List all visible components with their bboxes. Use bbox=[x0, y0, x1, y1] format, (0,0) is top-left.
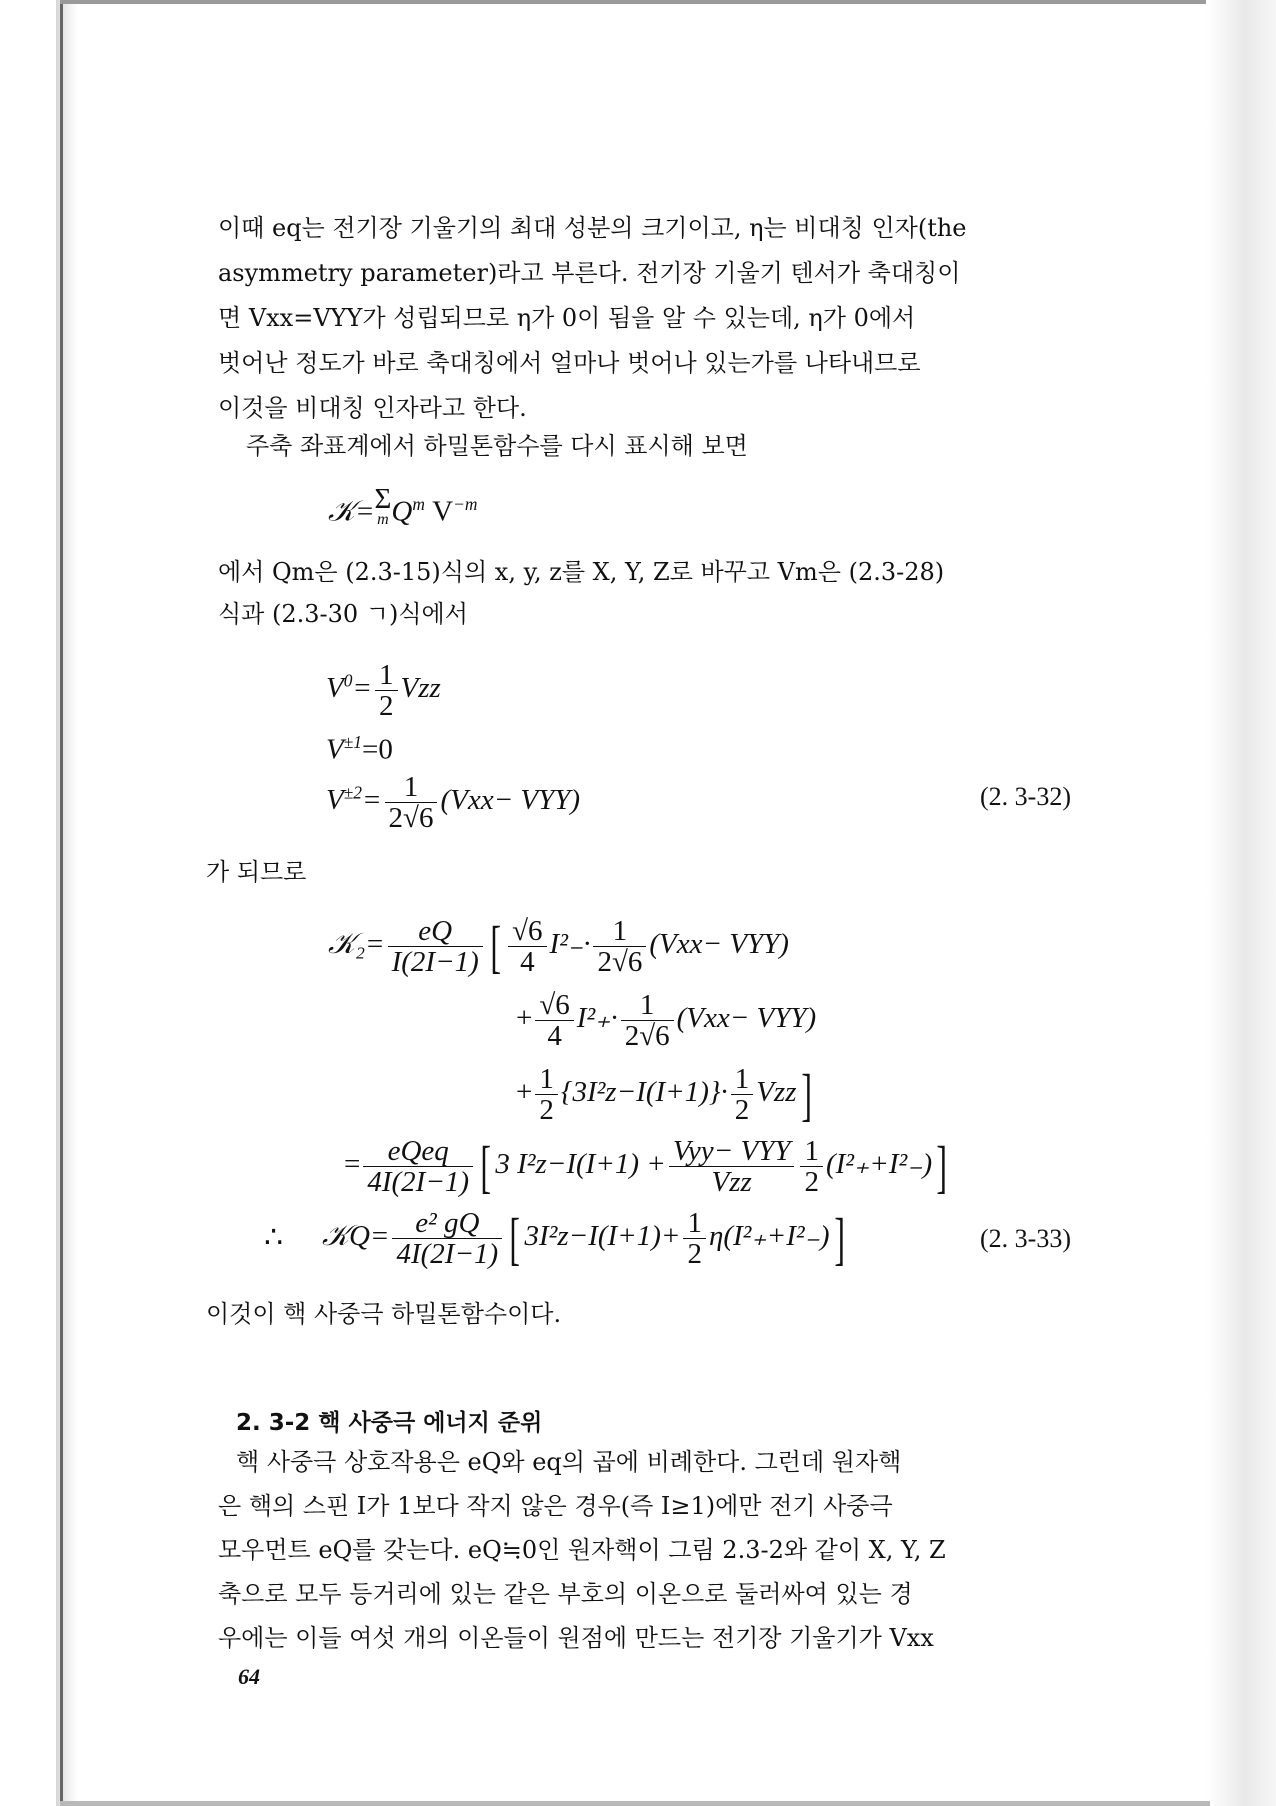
eq-h2-t1-fden: 2√6 bbox=[597, 946, 643, 978]
equation-number-2-3-32: (2. 3-32) bbox=[980, 782, 1071, 811]
eq-hq-half-num: 1 bbox=[683, 1208, 706, 1239]
eq-h2-result-open-bracket: [ bbox=[480, 1133, 492, 1199]
eq-hq-den: 4I(2I−1) bbox=[396, 1238, 499, 1270]
eq-h2-t2-ffrac bbox=[621, 990, 674, 1051]
paragraph1-line-4: 벗어난 정도가 바로 축대칭에서 얼마나 벗어나 있는가를 나타내므로 bbox=[218, 349, 921, 377]
page-edge-top bbox=[60, 0, 1210, 4]
eq-h2-result-half-num: 1 bbox=[800, 1136, 823, 1167]
eq-v2-rhs: (Vxx− VYY) bbox=[440, 784, 581, 817]
eq-h2-t3-num: 1 bbox=[535, 1064, 558, 1095]
paragraph1-line-2: asymmetry parameter)라고 부른다. 전기장 기울기 텐서가 축대칭이 bbox=[218, 259, 961, 287]
eq-sum-v-sup: −m bbox=[453, 494, 478, 514]
eq-h2-t1-frac bbox=[508, 916, 546, 977]
eq-h2-pref-den: I(2I−1) bbox=[391, 946, 479, 978]
equation-hamiltonian-sum bbox=[328, 484, 477, 532]
eq-h2-t3-tail: Vzz bbox=[756, 1076, 797, 1109]
equation-h2-line-3 bbox=[516, 1061, 816, 1127]
eq-hq-mid: 3I²z−I(I+1)+ bbox=[524, 1220, 681, 1253]
eq-h2-t1-den: 4 bbox=[520, 946, 535, 978]
paragraph3-line-1: 에서 Qm은 (2.3-15)식의 x, y, z를 X, Y, Z로 바꾸고 Vm은 (2.3-28) bbox=[218, 558, 945, 586]
paragraph1-line-1: 이때 eq는 전기장 기울기의 최대 성분의 크기이고, η는 비대칭 인자(the bbox=[218, 214, 967, 242]
eq-h2-close-bracket: ] bbox=[800, 1061, 812, 1127]
equation-h2-line-1 bbox=[328, 913, 789, 979]
eq-v2-den: 2√6 bbox=[388, 802, 434, 834]
eq-h2-result-mid: 3 I²z−I(I+1) + bbox=[495, 1148, 666, 1181]
eq-h2-t1-fnum: 1 bbox=[593, 916, 646, 947]
equation-v0 bbox=[326, 660, 441, 721]
eq-sum-index: m bbox=[377, 511, 389, 528]
eq-h2-result-half bbox=[800, 1136, 823, 1197]
equation-h2-result bbox=[344, 1133, 952, 1199]
eq-h2-open-bracket: [ bbox=[490, 913, 501, 979]
paragraph1-line-3: 면 Vxx=VYY가 성립되므로 η가 0이 됨을 알 수 있는데, η가 0에서 bbox=[218, 304, 916, 332]
eq-sum-sigma: Σ bbox=[374, 483, 392, 515]
eq-h2-t3-mid: {3I²z−I(I+1)}· bbox=[560, 1076, 728, 1109]
paragraph5-line: 이것이 핵 사중극 하밀톤함수이다. bbox=[206, 1300, 562, 1328]
eq-v2-equals: = bbox=[361, 784, 382, 817]
eq-h2-t2-tail: (Vxx− VYY) bbox=[676, 1002, 817, 1035]
eq-hq-lhs: 𝒦Q= bbox=[322, 1220, 390, 1253]
eq-v1-sup: ±1 bbox=[343, 732, 362, 752]
eq-h2-t3-fden: 2 bbox=[734, 1094, 750, 1126]
eq-hq-open-bracket: [ bbox=[509, 1205, 521, 1271]
eq-v2-fraction bbox=[385, 772, 438, 833]
page-number: 64 bbox=[238, 1664, 260, 1689]
paragraph3-line-2: 식과 (2.3-30 ㄱ)식에서 bbox=[218, 600, 468, 628]
eq-h2-t2-den: 4 bbox=[547, 1020, 562, 1052]
paragraph6-line-3: 모우먼트 eQ를 갖는다. eQ≒0인 원자핵이 그림 2.3-2와 같이 X, Y, Z bbox=[218, 1536, 946, 1564]
equation-v2 bbox=[326, 772, 580, 833]
therefore-symbol: ∴ bbox=[264, 1220, 284, 1255]
eq-sum-lhs: 𝒦= bbox=[328, 495, 375, 528]
eq-v0-sup: 0 bbox=[343, 670, 353, 691]
section-heading: 2. 3-2 핵 사중극 에너지 준위 bbox=[236, 1410, 543, 1436]
eq-h2-lhs: 𝒦₂= bbox=[328, 928, 385, 961]
eq-h2-result-close-bracket: ] bbox=[936, 1133, 948, 1199]
eq-h2-t1-ffrac bbox=[593, 916, 646, 977]
paragraph6-line-1: 핵 사중극 상호작용은 eQ와 eq의 곱에 비례한다. 그런데 원자핵 bbox=[236, 1448, 902, 1476]
eq-v0-equals: = bbox=[352, 672, 372, 705]
page-binding-line bbox=[60, 0, 63, 1806]
equation-h2-line-2 bbox=[516, 990, 816, 1051]
eq-sum-q: Q bbox=[391, 495, 413, 528]
eq-h2-t2-op: I²₊· bbox=[576, 1002, 618, 1035]
eq-h2-t3-frac bbox=[535, 1064, 558, 1125]
eq-h2-t2-plus: + bbox=[516, 1002, 533, 1035]
eq-v1-rhs: =0 bbox=[361, 733, 393, 766]
eq-h2-t3-den: 2 bbox=[539, 1094, 554, 1126]
eq-h2-prefactor bbox=[388, 916, 483, 977]
eq-v0-den: 2 bbox=[379, 690, 394, 722]
page-edge-bottom bbox=[60, 1801, 1210, 1806]
eq-h2-result-vfrac bbox=[669, 1136, 795, 1197]
eq-hq-close-bracket: ] bbox=[833, 1205, 845, 1271]
eq-v0-rhs: Vzz bbox=[400, 672, 441, 705]
eq-hq-num: e² gQ bbox=[392, 1208, 502, 1239]
eq-v2-num: 1 bbox=[385, 772, 438, 803]
eq-h2-pref-num: eQ bbox=[388, 916, 483, 947]
eq-v0-symbol: V bbox=[326, 672, 344, 705]
eq-hq-half bbox=[683, 1208, 706, 1269]
eq-h2-result-half-den: 2 bbox=[804, 1166, 819, 1198]
paragraph6-line-2: 은 핵의 스핀 I가 1보다 작지 않은 경우(즉 I≥1)에만 전기 사중극 bbox=[218, 1492, 893, 1520]
eq-h2-t1-op: I²₋· bbox=[549, 928, 591, 961]
eq-h2-t2-fden: 2√6 bbox=[624, 1020, 670, 1052]
eq-sum-q-sup: m bbox=[412, 494, 425, 514]
paragraph4-line: 가 되므로 bbox=[206, 858, 307, 886]
paragraph6-line-5: 우에는 이들 여섯 개의 이온들이 원점에 만드는 전기장 기울기가 Vxx bbox=[218, 1624, 934, 1652]
eq-h2-result-vden: Vzz bbox=[711, 1166, 752, 1198]
eq-h2-t1-num: √6 bbox=[508, 916, 546, 947]
eq-h2-result-prefactor bbox=[363, 1136, 473, 1197]
eq-h2-t2-num: √6 bbox=[535, 990, 573, 1021]
equation-hq bbox=[322, 1205, 849, 1271]
equation-v1 bbox=[326, 722, 393, 770]
eq-hq-tail: η(I²₊+I²₋) bbox=[708, 1220, 830, 1253]
eq-h2-result-equals: = bbox=[344, 1148, 361, 1181]
eq-hq-prefactor bbox=[392, 1208, 502, 1269]
eq-h2-result-vnum: Vyy− VYY bbox=[669, 1136, 795, 1167]
paragraph6-line-4: 축으로 모두 등거리에 있는 같은 부호의 이온으로 둘러싸여 있는 경 bbox=[218, 1580, 913, 1608]
eq-v2-sup: ±2 bbox=[343, 782, 362, 803]
eq-v2-symbol: V bbox=[326, 784, 344, 817]
paragraph1-line-5: 이것을 비대칭 인자라고 한다. bbox=[218, 394, 527, 422]
eq-h2-t2-fnum: 1 bbox=[621, 990, 674, 1021]
eq-h2-t3-ffrac bbox=[731, 1064, 754, 1125]
eq-h2-t1-tail: (Vxx− VYY) bbox=[649, 928, 789, 961]
eq-sum-v: V bbox=[432, 495, 454, 528]
paragraph2-line: 주축 좌표계에서 하밀톤함수를 다시 표시해 보면 bbox=[246, 432, 748, 460]
eq-h2-t2-frac bbox=[535, 990, 573, 1051]
eq-h2-t3-fnum: 1 bbox=[731, 1064, 754, 1095]
eq-v0-fraction bbox=[375, 660, 398, 721]
page-edge-right bbox=[1206, 0, 1276, 1806]
eq-v0-num: 1 bbox=[375, 660, 398, 691]
eq-h2-result-den: 4I(2I−1) bbox=[367, 1166, 470, 1198]
eq-h2-t3-plus: + bbox=[516, 1076, 533, 1109]
eq-h2-result-tail: (I²₊+I²₋) bbox=[825, 1148, 933, 1181]
eq-h2-result-num: eQeq bbox=[363, 1136, 473, 1167]
equation-number-2-3-33: (2. 3-33) bbox=[980, 1224, 1071, 1253]
eq-v1-symbol: V bbox=[326, 733, 344, 766]
eq-hq-half-den: 2 bbox=[687, 1238, 702, 1270]
